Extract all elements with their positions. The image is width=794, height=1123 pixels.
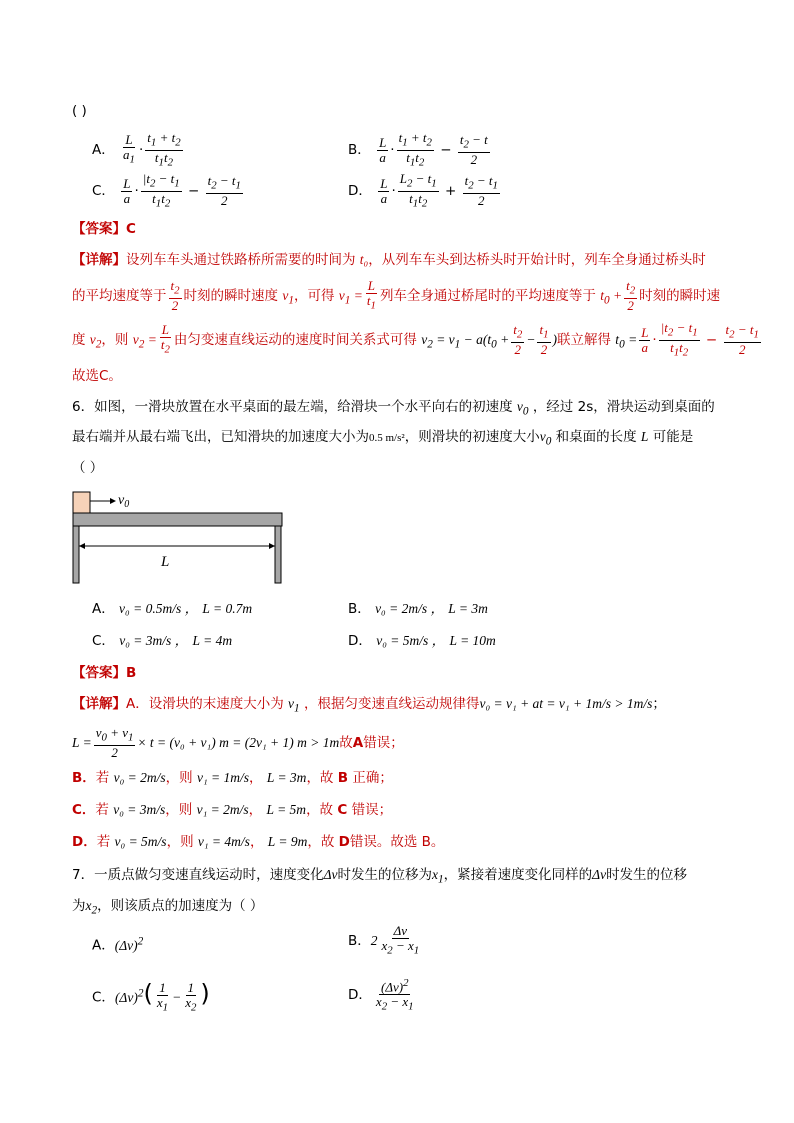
q6-detail-line5: D．若 v₀ = 5m/s，则 v₁ = 4m/s， L = 9m，故 D错误。故选 B。: [72, 834, 445, 850]
q7-option-d[interactable]: D． $\frac{(\Delta v)^2}{x_2 - x_1}$: [348, 977, 414, 1013]
q7-option-b[interactable]: B．2 $\frac{\Delta v}{x_2 - x_1}$: [348, 923, 420, 957]
q7-option-c[interactable]: C．$(\Delta v)^2$( $\frac{1}{x_1}$ − $\frac{1}{x_2}$ ): [92, 979, 210, 1014]
q5-option-c[interactable]: C． $\frac{L}{a}$ · $\frac{|t_2 - t_1}{t_1t_2}$ − $\frac{t_2 - t_1}{2}$: [92, 171, 241, 210]
q6-bracket: （ ）: [72, 460, 104, 476]
q5-option-b[interactable]: B． $\frac{L}{a}$ · $\frac{t_1 + t_2}{t_1t_2}$ − $\frac{t_2 - t}{2}$: [348, 130, 488, 169]
option-label: B．: [348, 142, 371, 159]
q6-option-d[interactable]: D． v₀ = 5m/s ， L = 10m: [348, 633, 496, 649]
table-leg-left: [73, 526, 79, 583]
q7-stem-line1: 7．一质点做匀变速直线运动时，速度变化Δv时发生的位移为$x_1$，紧接着速度变化同样的Δv时发生的位移: [72, 867, 688, 886]
q5-conclusion: 故选C。: [72, 368, 122, 384]
length-label: L: [161, 554, 170, 570]
table-top: [73, 513, 282, 526]
q7-stem-line2: 为$x_2$，则该质点的加速度为（ ）: [72, 898, 264, 917]
q6-answer: 【答案】B: [72, 665, 137, 681]
q6-stem-line2: 最右端并从最右端飞出，已知滑块的加速度大小为0.5 m/s²，则滑块的初速度大小$v_0$ 和桌面的长度 L 可能是: [72, 429, 694, 448]
table-leg-right: [275, 526, 281, 583]
option-label: C．: [92, 183, 115, 200]
q6-figure: [64, 486, 294, 588]
q6-option-c[interactable]: C． v₀ = 3m/s ， L = 4m: [92, 633, 233, 649]
q6-detail-line2: L = $\frac{v_0 + v_1}{2}$ × t = (v₀ + v₁) m = (2v₁ + 1) m > 1m故A错误；: [72, 725, 404, 760]
q5-bracket: ( ): [72, 103, 87, 119]
q5-option-a[interactable]: A． $\frac{L}{a_1}$ · $\frac{t_1 + t_2}{t_1t_2}$: [92, 130, 181, 169]
q6-detail-line3: B．若 v₀ = 2m/s，则 v₁ = 1m/s， L = 3m，故 B 正确；: [72, 770, 393, 786]
q6-option-a[interactable]: A． v₀ = 0.5m/s ， L = 0.7m: [92, 601, 253, 617]
q5-detail-line2: 的平均速度等于 $\frac{t_2}{2}$ 时刻的瞬时速度 $v_1$，可得 $v_1$ = $\frac{L}{t_1}$ 列车全身通过桥尾时的平均速度等于 $t_0$ + $\frac{t_2}{2}$ 时刻的瞬时速: [72, 278, 721, 313]
q6-detail-line1: 【详解】A．设滑块的末速度大小为 $v_1$ ，根据匀变速直线运动规律得v₀ = v₁ + at = v₁ + 1m/s > 1m/s；: [72, 696, 666, 715]
q5-detail-line1: 【详解】设列车车头通过铁路桥所需要的时间为 t₀，从列车车头到达桥头时开始计时，列车全身通过桥头时: [72, 252, 706, 268]
option-label: D．: [348, 183, 372, 200]
slider-block: [73, 492, 90, 513]
length-arrow-right: [269, 543, 275, 549]
velocity-label: $v_0$: [118, 493, 130, 510]
velocity-arrowhead: [110, 498, 116, 504]
q6-detail-line4: C．若 v₀ = 3m/s，则 v₁ = 2m/s， L = 5m，故 C 错误；: [72, 802, 393, 818]
q5-detail-line3: 度 $v_2$，则 $v_2$ = $\frac{L}{t_2}$ 由匀变速直线运动的速度时间关系式可得 $v_2 = v_1 - a(t_0$ + $\frac{t_2}{2}$ − $\frac{t_1}{2}$ )联立解得 $t_0$ = $\frac{L}{a}$ · $\frac{|t_2 - t_1}{t_1t_2}$ − $\frac{t_2 - t_1}{2}$: [72, 320, 759, 359]
q6-stem-line1: 6．如图，一滑块放置在水平桌面的最左端，给滑块一个水平向右的初速度 $v_0$ ，经过 2s，滑块运动到桌面的: [72, 399, 715, 418]
q6-option-b[interactable]: B． v₀ = 2m/s ， L = 3m: [348, 601, 488, 617]
q5-option-d[interactable]: D． $\frac{L}{a}$ · $\frac{L_2 - t_1}{t_1t_2}$ + $\frac{t_2 - t_1}{2}$: [348, 171, 498, 210]
q5-answer: 【答案】C: [72, 221, 136, 237]
length-arrow-left: [79, 543, 85, 549]
q7-option-a[interactable]: A．$(\Delta v)^2$: [92, 935, 144, 954]
option-label: A．: [92, 142, 115, 159]
